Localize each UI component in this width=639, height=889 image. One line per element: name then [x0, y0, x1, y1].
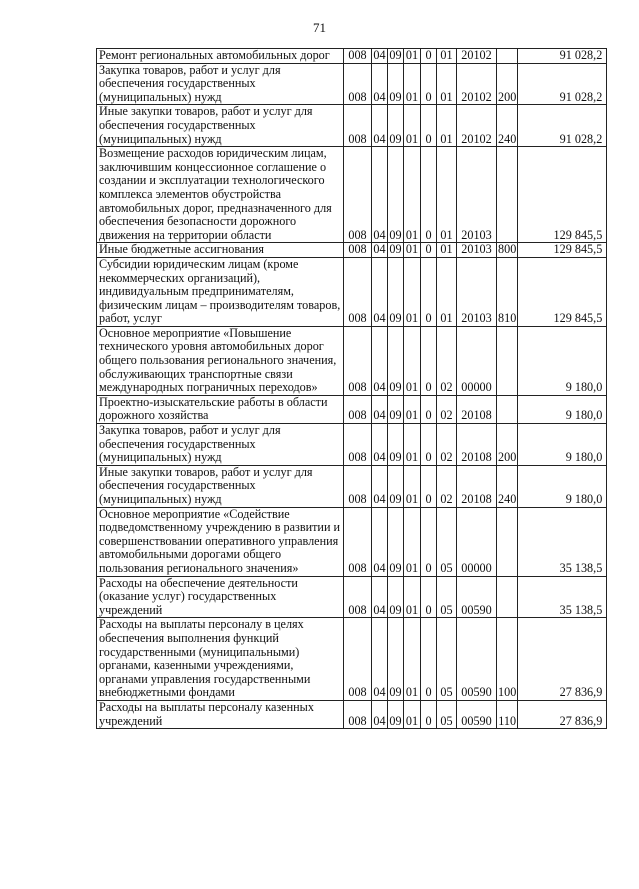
- ministry-code-cell: 008: [344, 105, 372, 147]
- target-program-code-cell: 01: [404, 618, 421, 701]
- expense-type-code-cell: 110: [497, 700, 518, 728]
- direction-code-cell: 00590: [457, 700, 497, 728]
- ministry-code-cell: 008: [344, 465, 372, 507]
- amount-cell: 91 028,2: [518, 49, 607, 64]
- table-row: [97, 700, 607, 728]
- subprogram-code-cell: 0: [421, 147, 437, 243]
- table-row: [97, 63, 607, 105]
- direction-code-cell: 20103: [457, 147, 497, 243]
- target-program-code-cell: 01: [404, 105, 421, 147]
- direction-code-cell: 00000: [457, 507, 497, 576]
- amount-cell: 129 845,5: [518, 243, 607, 258]
- expense-type-code-cell: [497, 576, 518, 618]
- main-event-code-cell: 01: [437, 63, 457, 105]
- subsection-code-cell: 09: [388, 618, 404, 701]
- subsection-code-cell: 09: [389, 48, 402, 62]
- target-program-code-cell: 01: [404, 49, 421, 64]
- main-event-code-cell: 02: [437, 326, 457, 395]
- subsection-code-cell: 09: [388, 424, 404, 466]
- direction-code-cell: 00590: [457, 576, 497, 618]
- subsection-code-cell: 09: [388, 395, 404, 423]
- table-row: [97, 105, 607, 147]
- ministry-code-cell: 008: [344, 618, 372, 701]
- amount-cell: 91 028,2: [518, 105, 607, 147]
- row-name-cell: Иные закупки товаров, работ и услуг для обеспечения государственных (муниципальных) нужд: [97, 465, 344, 507]
- amount-cell: 35 138,5: [518, 507, 607, 576]
- section-code-cell: 04: [372, 105, 388, 147]
- section-code-cell: 04: [372, 63, 388, 105]
- ministry-code-cell: 008: [344, 243, 372, 258]
- ministry-code-cell: 008: [344, 49, 372, 64]
- subsection-code-cell: 09: [388, 257, 404, 326]
- ministry-code-cell: 008: [344, 700, 372, 728]
- amount-cell: 91 028,2: [518, 63, 607, 105]
- amount-cell: 9 180,0: [518, 326, 607, 395]
- target-program-code-cell: 01: [404, 257, 421, 326]
- subprogram-code-cell: 0: [421, 243, 437, 258]
- target-program-code-cell: 01: [404, 507, 421, 576]
- target-program-code-cell: 01: [404, 424, 421, 466]
- ministry-code-cell: 008: [344, 576, 372, 618]
- ministry-code-cell: 008: [344, 395, 372, 423]
- expense-type-code-cell: 800: [498, 242, 517, 257]
- subprogram-code-cell: 0: [421, 424, 437, 466]
- table-row: [97, 618, 607, 701]
- ministry-code-cell: 008: [344, 147, 372, 243]
- subprogram-code-cell: 0: [421, 395, 437, 423]
- amount-cell: 129 845,5: [518, 257, 607, 326]
- table-row: [97, 49, 607, 64]
- row-name-cell: Закупка товаров, работ и услуг для обеспечения государственных (муниципальных) нужд: [97, 424, 344, 466]
- amount-cell: 35 138,5: [518, 576, 607, 618]
- section-code-cell: 04: [372, 424, 388, 466]
- row-name-cell: Субсидии юридическим лицам (кроме некоммерческих организаций), индивидуальным предпринимателям, физическим лицам – производителям товаров, работ, услуг: [97, 257, 344, 326]
- row-name-cell: Иные закупки товаров, работ и услуг для обеспечения государственных (муниципальных) нужд: [97, 105, 344, 147]
- section-code-cell: 04: [372, 576, 388, 618]
- main-event-code-cell: 05: [437, 507, 457, 576]
- table-row: [97, 576, 607, 618]
- subsection-code-cell: 09: [389, 242, 402, 257]
- amount-cell: 9 180,0: [518, 465, 607, 507]
- amount-cell: 9 180,0: [518, 424, 607, 466]
- target-program-code-cell: 01: [404, 63, 421, 105]
- table-row: [97, 257, 607, 326]
- subprogram-code-cell: 0: [421, 618, 437, 701]
- row-name-cell: Проектно-изыскательские работы в области дорожного хозяйства: [97, 395, 344, 423]
- direction-code-cell: 20103: [457, 243, 497, 258]
- section-code-cell: 04: [372, 257, 388, 326]
- main-event-code-cell: 02: [437, 395, 457, 423]
- target-program-code-cell: 01: [404, 395, 421, 423]
- target-program-code-cell: 01: [404, 147, 421, 243]
- amount-cell: 9 180,0: [518, 395, 607, 423]
- subprogram-code-cell: 0: [421, 63, 437, 105]
- subprogram-code-cell: 0: [421, 507, 437, 576]
- subprogram-code-cell: 0: [421, 257, 437, 326]
- section-code-cell: 04: [372, 395, 388, 423]
- expense-type-code-cell: 240: [497, 105, 518, 147]
- target-program-code-cell: 01: [404, 326, 421, 395]
- main-event-code-cell: 01: [437, 243, 457, 258]
- expense-type-code-cell: 240: [497, 465, 518, 507]
- subprogram-code-cell: 0: [421, 326, 437, 395]
- expense-type-code-cell: [497, 326, 518, 395]
- section-code-cell: 04: [372, 465, 388, 507]
- amount-cell: 27 836,9: [518, 618, 607, 701]
- main-event-code-cell: 01: [437, 105, 457, 147]
- subsection-code-cell: 09: [388, 576, 404, 618]
- target-program-code-cell: 01: [404, 243, 421, 258]
- subprogram-code-cell: 0: [421, 465, 437, 507]
- subprogram-code-cell: 0: [421, 700, 437, 728]
- target-program-code-cell: 01: [404, 465, 421, 507]
- row-name-cell: Ремонт региональных автомобильных дорог: [97, 49, 344, 64]
- table-row: [97, 326, 607, 395]
- main-event-code-cell: 02: [437, 465, 457, 507]
- ministry-code-cell: 008: [344, 424, 372, 466]
- section-code-cell: 04: [372, 618, 388, 701]
- expense-type-code-cell: 100: [497, 618, 518, 701]
- main-event-code-cell: 05: [437, 576, 457, 618]
- amount-cell: 27 836,9: [518, 700, 607, 728]
- ministry-code-cell: 008: [344, 326, 372, 395]
- subprogram-code-cell: 0: [421, 105, 437, 147]
- section-code-cell: 04: [372, 326, 388, 395]
- main-event-code-cell: 02: [437, 424, 457, 466]
- main-event-code-cell: 05: [437, 618, 457, 701]
- subsection-code-cell: 09: [388, 465, 404, 507]
- subsection-code-cell: 09: [388, 63, 404, 105]
- main-event-code-cell: 05: [437, 700, 457, 728]
- direction-code-cell: 20103: [457, 257, 497, 326]
- direction-code-cell: 20102: [457, 105, 497, 147]
- table-row: [97, 424, 607, 466]
- table-row: [97, 243, 607, 258]
- table-row: [97, 465, 607, 507]
- expense-type-code-cell: 200: [497, 63, 518, 105]
- subsection-code-cell: 09: [388, 700, 404, 728]
- section-code-cell: 04: [372, 507, 388, 576]
- subprogram-code-cell: 0: [421, 576, 437, 618]
- main-event-code-cell: 01: [437, 49, 457, 64]
- row-name-cell: Расходы на обеспечение деятельности (оказание услуг) государственных учреждений: [97, 576, 344, 618]
- expense-type-code-cell: [497, 507, 518, 576]
- row-name-cell: Расходы на выплаты персоналу в целях обеспечения выполнения функций государственными (муниципальными) органами, казенными учреждениями, органами управления государственными внебюджетными фондами: [97, 618, 344, 701]
- expense-type-code-cell: [497, 395, 518, 423]
- target-program-code-cell: 01: [404, 576, 421, 618]
- main-event-code-cell: 01: [437, 147, 457, 243]
- expense-type-code-cell: 810: [497, 257, 518, 326]
- row-name-cell: Основное мероприятие «Повышение технического уровня автомобильных дорог общего пользования регионального значения, обслуживающих транспортные связи международных пограничных переходов»: [97, 326, 344, 395]
- direction-code-cell: 20108: [457, 424, 497, 466]
- table-row: [97, 507, 607, 576]
- section-code-cell: 04: [372, 147, 388, 243]
- table-row: [97, 395, 607, 423]
- row-name-cell: Возмещение расходов юридическим лицам, заключившим концессионное соглашение о создании и эксплуатации технологического комплекса элементов обустройства автомобильных дорог, предназначенного для обеспечения безопасности дорожного движения на территории области: [97, 147, 344, 243]
- amount-cell: 129 845,5: [518, 147, 607, 243]
- budget-table: [96, 48, 607, 729]
- subprogram-code-cell: 0: [421, 49, 437, 64]
- main-event-code-cell: 01: [437, 257, 457, 326]
- direction-code-cell: 00000: [457, 326, 497, 395]
- table-row: [97, 147, 607, 243]
- budget-table-body: [97, 49, 607, 729]
- row-name-cell: Иные бюджетные ассигнования: [97, 243, 344, 258]
- ministry-code-cell: 008: [344, 507, 372, 576]
- section-code-cell: 04: [373, 48, 386, 62]
- direction-code-cell: 00590: [457, 618, 497, 701]
- expense-type-code-cell: [497, 147, 518, 243]
- row-name-cell: Расходы на выплаты персоналу казенных учреждений: [97, 700, 344, 728]
- subsection-code-cell: 09: [388, 147, 404, 243]
- subsection-code-cell: 09: [388, 105, 404, 147]
- ministry-code-cell: 008: [344, 257, 372, 326]
- subsection-code-cell: 09: [388, 507, 404, 576]
- expense-type-code-cell: [497, 49, 518, 64]
- direction-code-cell: 20102: [457, 49, 497, 64]
- subsection-code-cell: 09: [388, 326, 404, 395]
- page-number: 71: [313, 20, 326, 35]
- row-name-cell: Основное мероприятие «Содействие подведомственному учреждению в развитии и совершенствовании оперативного управления автомобильными дорогами общего пользования регионального значения»: [97, 507, 344, 576]
- section-code-cell: 04: [373, 242, 386, 257]
- section-code-cell: 04: [372, 700, 388, 728]
- direction-code-cell: 20108: [457, 395, 497, 423]
- target-program-code-cell: 01: [404, 700, 421, 728]
- direction-code-cell: 20108: [457, 465, 497, 507]
- direction-code-cell: 20102: [457, 63, 497, 105]
- row-name-cell: Закупка товаров, работ и услуг для обеспечения государственных (муниципальных) нужд: [97, 63, 344, 105]
- ministry-code-cell: 008: [344, 63, 372, 105]
- expense-type-code-cell: 200: [497, 424, 518, 466]
